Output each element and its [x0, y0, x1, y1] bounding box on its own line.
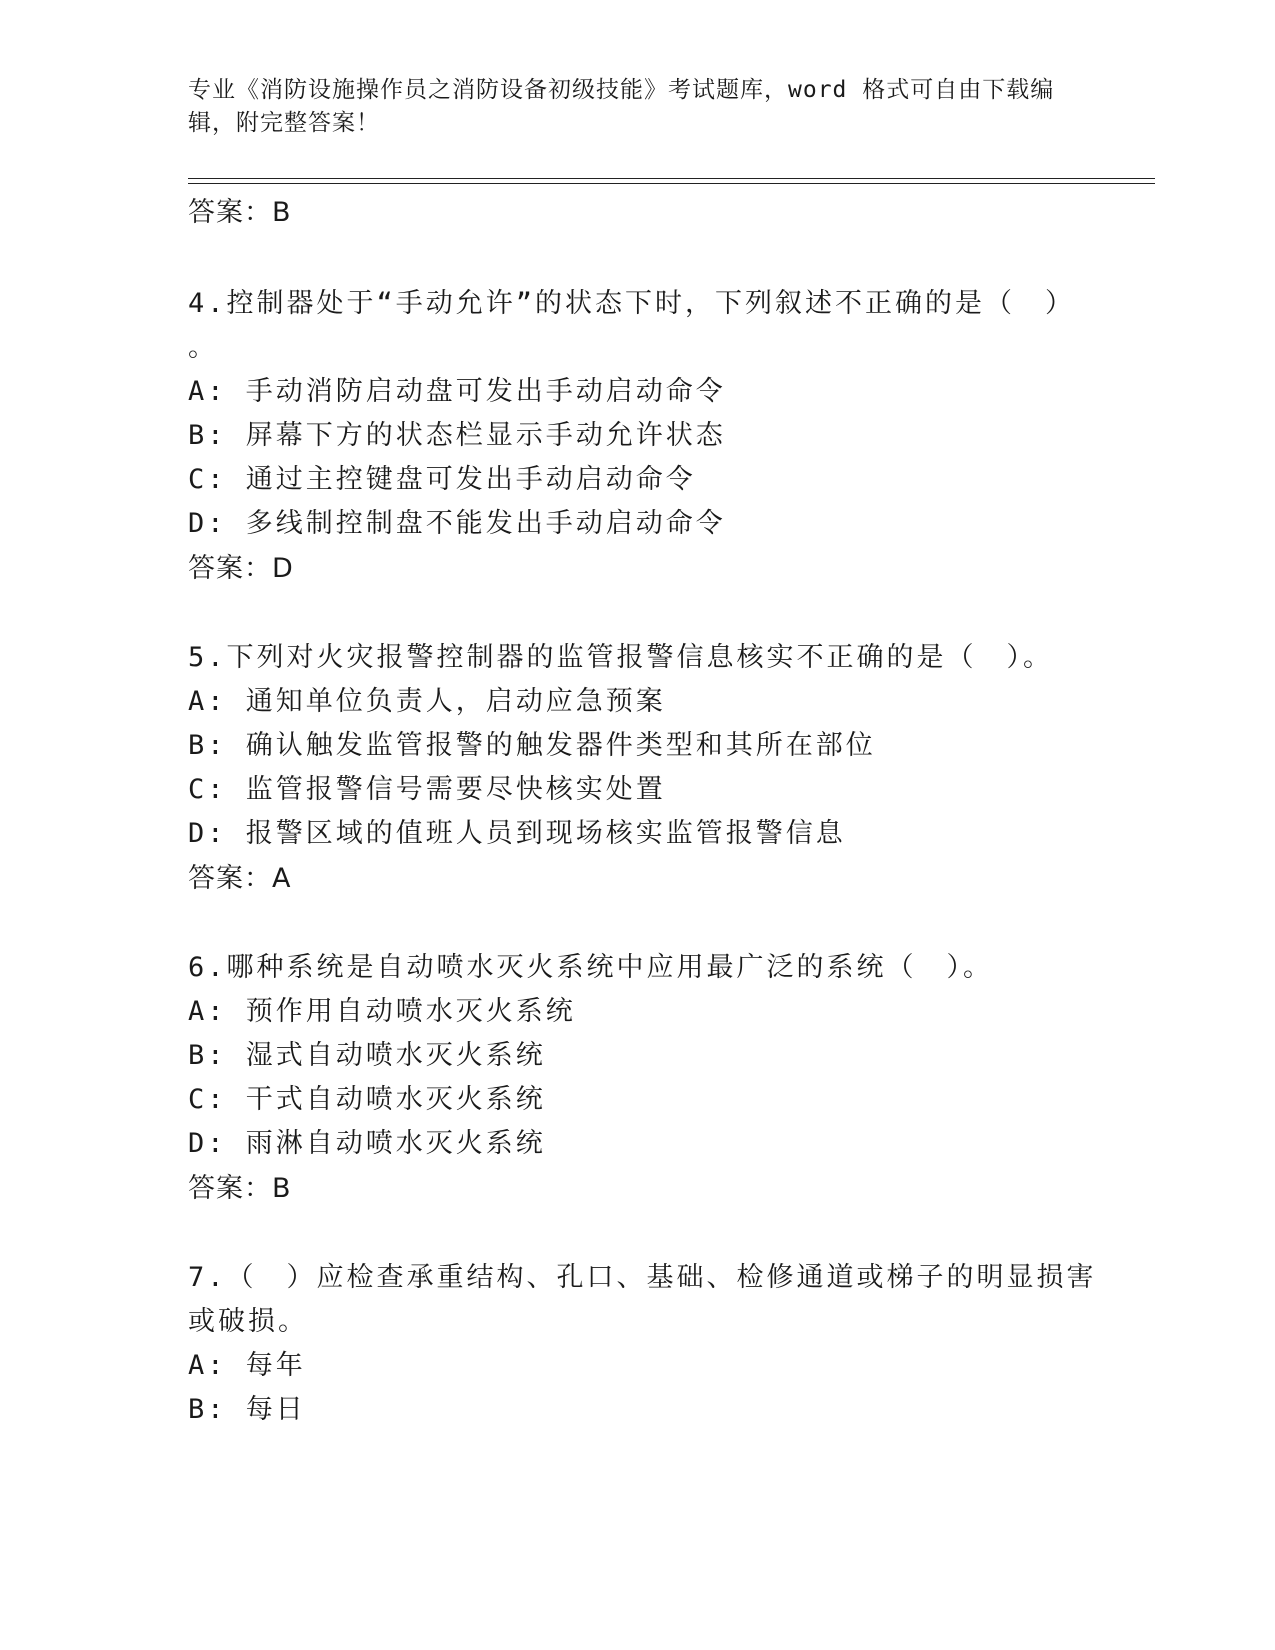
question-4-option-d: D: 多线制控制盘不能发出手动启动命令 [188, 508, 726, 539]
question-7-stem-cont: 或破损。 [188, 1306, 308, 1337]
question-5-option-c: C: 监管报警信号需要尽快核实处置 [188, 774, 666, 805]
answer-q4: 答案：D [188, 553, 294, 584]
question-5-stem: 5.下列对火灾报警控制器的监管报警信息核实不正确的是（ ）。 [188, 642, 1054, 673]
question-6-option-b: B: 湿式自动喷水灭火系统 [188, 1040, 546, 1071]
question-6-option-d: D: 雨淋自动喷水灭火系统 [188, 1128, 546, 1159]
question-6-option-a: A: 预作用自动喷水灭火系统 [188, 996, 576, 1027]
question-7-option-a: A: 每年 [188, 1350, 306, 1381]
page-header [188, 74, 1068, 140]
question-6-stem: 6.哪种系统是自动喷水灭火系统中应用最广泛的系统（ ）。 [188, 952, 994, 983]
question-4-stem-cont: 。 [188, 332, 218, 363]
answer-q5: 答案：A [188, 863, 292, 894]
question-5-option-d: D: 报警区域的值班人员到现场核实监管报警信息 [188, 818, 846, 849]
question-6-option-c: C: 干式自动喷水灭火系统 [188, 1084, 546, 1115]
question-4-stem: 4.控制器处于“手动允许”的状态下时，下列叙述不正确的是（ ） [188, 288, 1076, 319]
question-5-option-b: B: 确认触发监管报警的触发器件类型和其所在部位 [188, 730, 876, 761]
question-7-stem: 7.（ ）应检查承重结构、孔口、基础、检修通道或梯子的明显损害 [188, 1262, 1097, 1293]
header-line-2: 辑，附完整答案！ [188, 110, 380, 136]
header-line-1: 专业《消防设施操作员之消防设备初级技能》考试题库，word 格式可自由下载编 [188, 77, 1055, 103]
header-rule-thick [188, 178, 1155, 179]
answer-q3: 答案：B [188, 197, 292, 228]
question-4-option-c: C: 通过主控键盘可发出手动启动命令 [188, 464, 696, 495]
question-5-option-a: A: 通知单位负责人，启动应急预案 [188, 686, 666, 717]
question-4-option-a: A: 手动消防启动盘可发出手动启动命令 [188, 376, 726, 407]
header-rule-thin [188, 183, 1155, 184]
answer-q6: 答案：B [188, 1173, 292, 1204]
question-7-option-b: B: 每日 [188, 1394, 306, 1425]
question-4-option-b: B: 屏幕下方的状态栏显示手动允许状态 [188, 420, 726, 451]
